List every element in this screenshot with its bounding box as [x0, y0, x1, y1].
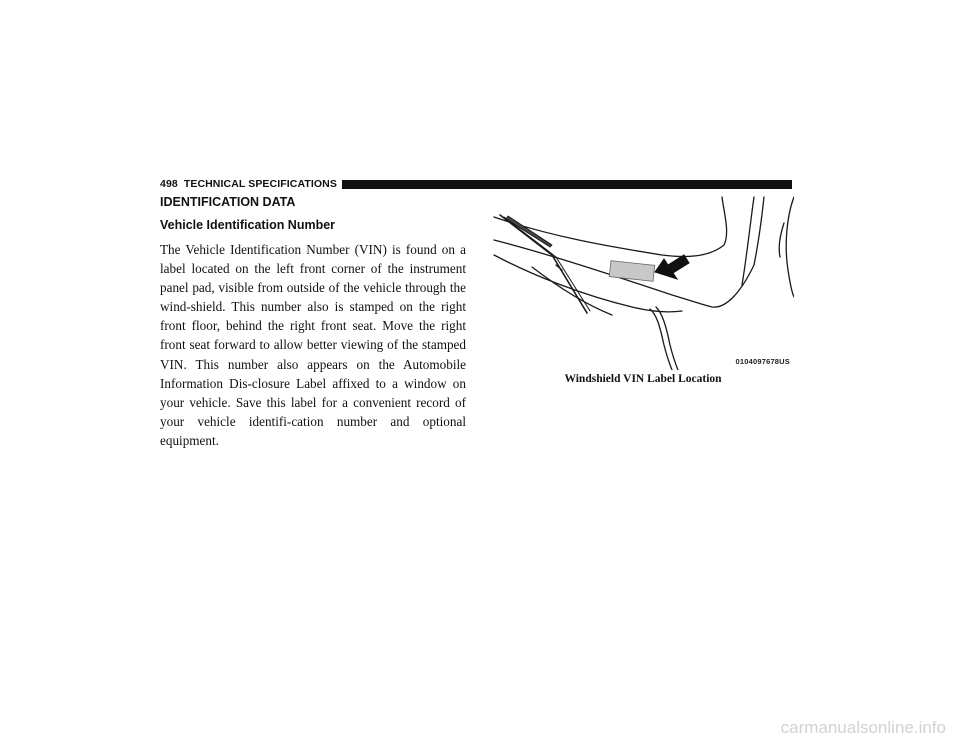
header-text — [160, 178, 337, 190]
figure-caption: Windshield VIN Label Location — [564, 373, 722, 385]
page-number: 498 — [160, 178, 178, 190]
vin-location-figure — [492, 195, 794, 370]
body-paragraph: The Vehicle Identification Number (VIN) is found on a label located on the left front corner of the instrument panel pad, visible from outside of the vehicle through the wind-shield. This number also is stamped on the right front floor, behind the right front seat. Move the right front seat forward to allow better viewing of the stamped VIN. This number also appears on the Automobile Information Dis-closure Label affixed to a window on your vehicle. Save this label for a convenient record of your vehicle identifi-cation number and optional equipment. — [160, 242, 466, 448]
watermark: carmanualsonline.info — [780, 718, 946, 737]
header-rule — [342, 180, 792, 189]
figure-code: 0104097678US — [735, 357, 790, 366]
page-header — [160, 177, 792, 191]
header-section: TECHNICAL SPECIFICATIONS — [183, 178, 337, 190]
section-title: IDENTIFICATION DATA — [160, 195, 296, 209]
windshield-illustration — [492, 195, 794, 370]
subsection-title: Vehicle Identification Number — [160, 218, 336, 232]
